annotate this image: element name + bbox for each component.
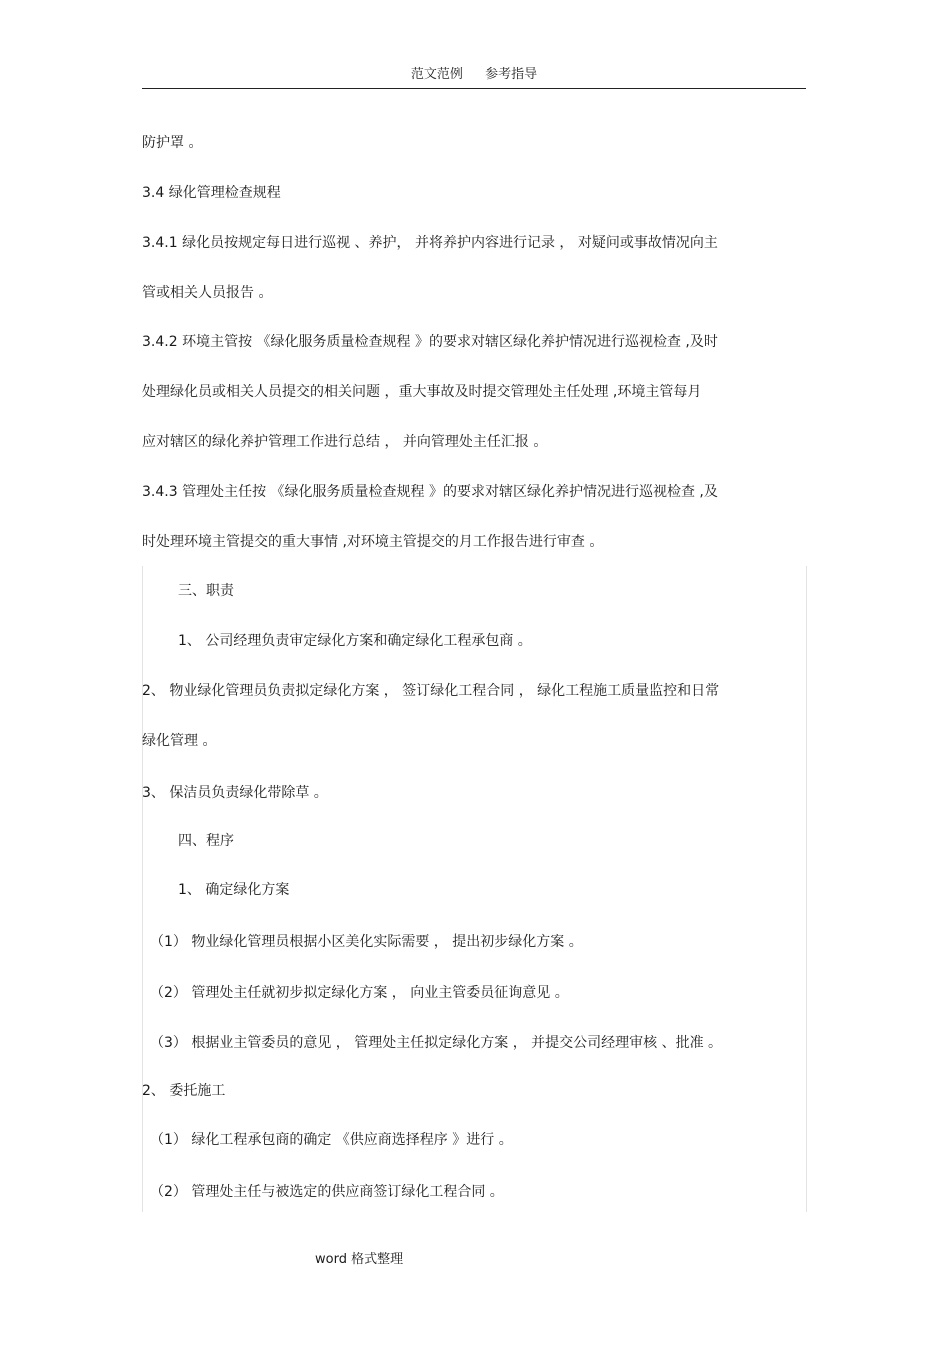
- paragraph-line: 管或相关人员报告 。: [142, 285, 273, 301]
- list-item: 2、 物业绿化管理员负责拟定绿化方案 ， 签订绿化工程合同 ， 绿化工程施工质量监控和日常: [142, 683, 720, 699]
- paragraph-line: 绿化管理 。: [142, 733, 217, 749]
- section-heading-duties: 三、职责: [178, 583, 234, 599]
- paragraph-line: 3.4.2 环境主管按 《绿化服务质量检查规程 》的要求对辖区绿化养护情况进行巡视检查 ,及时: [142, 334, 718, 350]
- header-left-text: 范文范例: [410, 67, 463, 82]
- list-item: 1、 确定绿化方案: [178, 882, 290, 898]
- list-item: （2） 管理处主任就初步拟定绿化方案 ， 向业主管委员征询意见 。: [150, 985, 569, 1001]
- list-item: （2） 管理处主任与被选定的供应商签订绿化工程合同 。: [150, 1184, 504, 1200]
- paragraph-line: 3.4.1 绿化员按规定每日进行巡视 、养护， 并将养护内容进行记录 ， 对疑问或事故情况向主: [142, 235, 718, 251]
- list-item: 1、 公司经理负责审定绿化方案和确定绿化工程承包商 。: [178, 633, 532, 649]
- list-item: （1） 物业绿化管理员根据小区美化实际需要 ， 提出初步绿化方案 。: [150, 934, 583, 950]
- paragraph-line: 处理绿化员或相关人员提交的相关问题 ，重大事故及时提交管理处主任处理 ,环境主管每月: [142, 384, 702, 400]
- paragraph-line: 防护罩 。: [142, 135, 203, 151]
- list-item: （1） 绿化工程承包商的确定 《供应商选择程序 》进行 。: [150, 1132, 513, 1148]
- list-item: （3） 根据业主管委员的意见 ， 管理处主任拟定绿化方案 ， 并提交公司经理审核 、批准 。: [150, 1035, 723, 1051]
- content-border-right: [806, 566, 807, 1212]
- section-heading-3-4: 3.4 绿化管理检查规程: [142, 185, 281, 201]
- paragraph-line: 时处理环境主管提交的重大事情 ,对环境主管提交的月工作报告进行审查 。: [142, 534, 604, 550]
- section-heading-procedure: 四、程序: [178, 833, 234, 849]
- list-item: 2、 委托施工: [142, 1083, 226, 1099]
- page-footer: word 格式整理: [315, 1252, 404, 1267]
- list-item: 3、 保洁员负责绿化带除草 。: [142, 785, 328, 801]
- page-header: [142, 62, 806, 89]
- paragraph-line: 3.4.3 管理处主任按 《绿化服务质量检查规程 》的要求对辖区绿化养护情况进行巡视检查 ,及: [142, 484, 718, 500]
- header-right-text: 参考指导: [485, 67, 538, 82]
- paragraph-line: 应对辖区的绿化养护管理工作进行总结 ， 并向管理处主任汇报 。: [142, 434, 548, 450]
- content-border-left: [142, 566, 143, 1212]
